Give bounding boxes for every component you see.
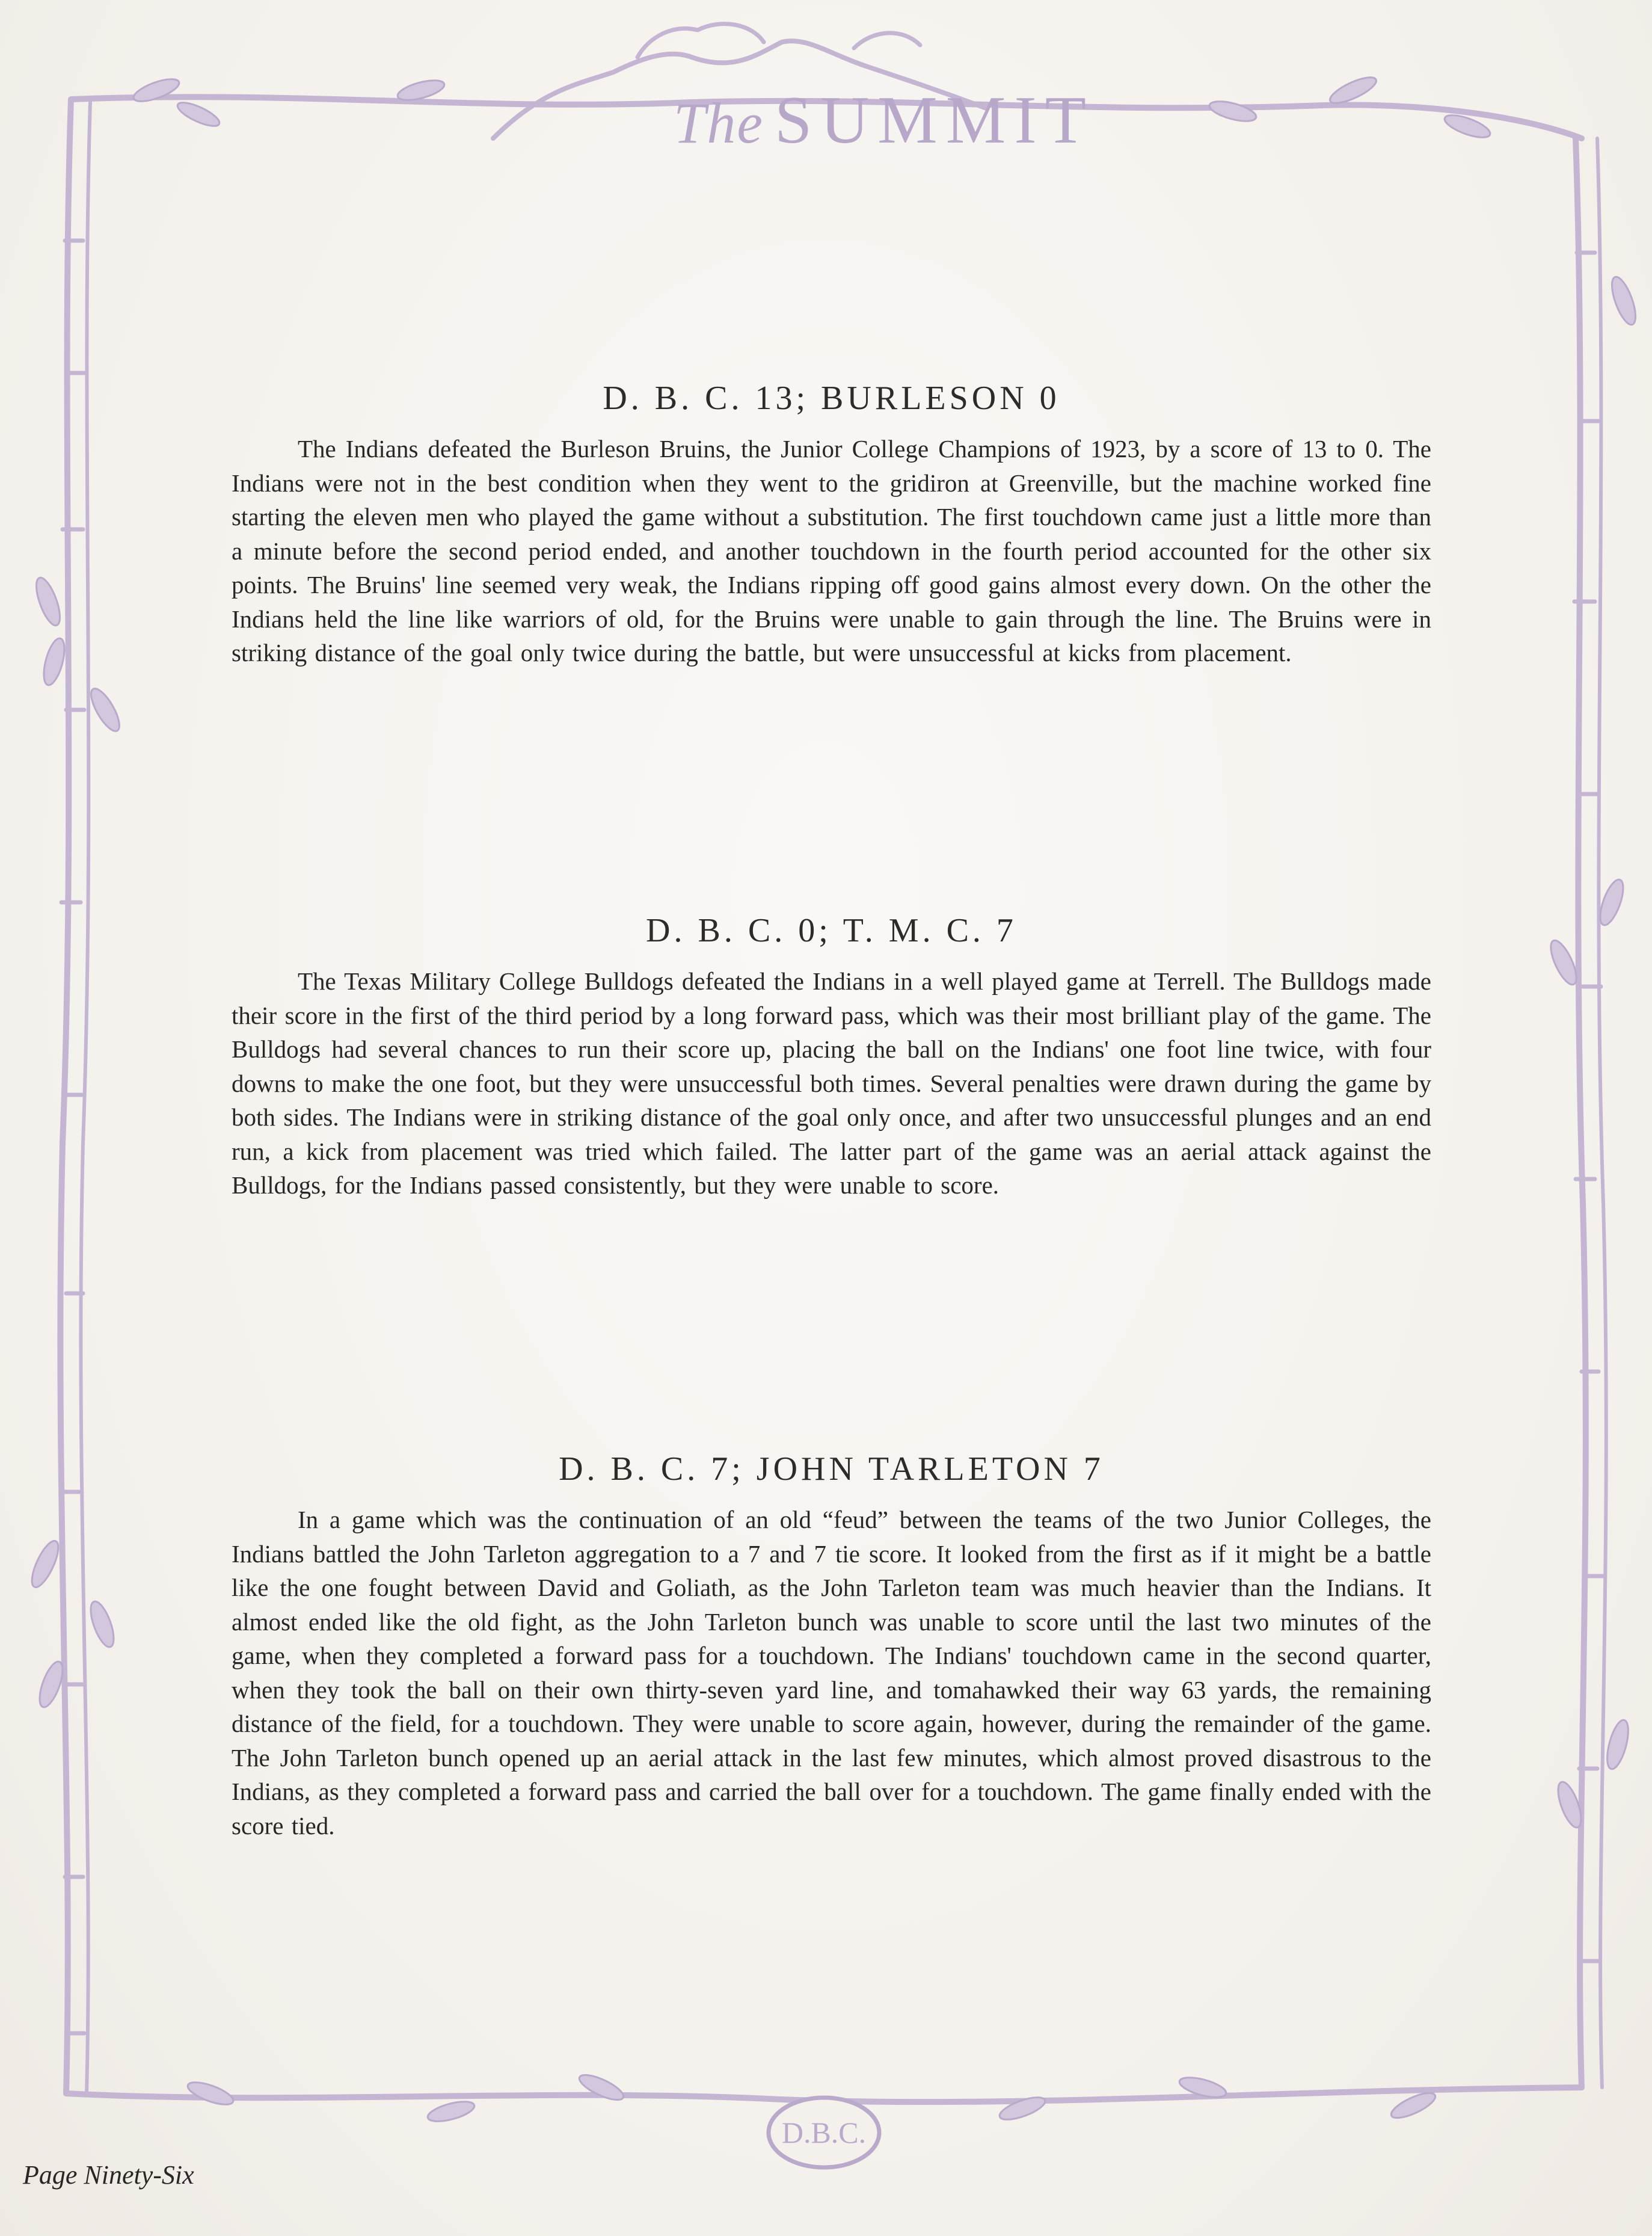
dbc-seal: [764, 2093, 884, 2172]
section-body: In a game which was the continuation of an old “feud” between the teams of the two Junior Colleges, the Indians battled the John Tarleton aggregation to a 7 and 7 tie score. It looked from the first as if it might be a battle like the one fought between David and Goliath, as the John Tarleton team was much heavier than the Indians. It almost ended like the old fight, as the John Tarleton bunch was unable to score until the last two minutes of the game, when they completed a forward pass for a touchdown. The Indians' touchdown came in the second quarter, when they took the ball on their own thirty-seven yard line, and tomahawked their way 63 yards, the remaining distance of the field, for a touchdown. They were unable to score again, however, during the remainder of the game. The John Tarleton bunch opened up an aerial attack in the last few minutes, which almost proved disastrous to the Indians, as they completed a forward pass and carried the ball over for a touchdown. The game finally ended with the score tied.: [232, 1506, 1431, 1840]
section-heading: D. B. C. 7; JOHN TARLETON 7: [559, 1450, 1104, 1488]
section-heading: D. B. C. 0; T. M. C. 7: [646, 912, 1017, 949]
page-number-label: Page Ninety-Six: [23, 2160, 194, 2190]
masthead-summit: SUMMIT: [774, 83, 1095, 158]
masthead-the: The: [673, 91, 764, 155]
section-body: The Texas Military College Bulldogs defeated the Indians in a well played game at Terrell. The Bulldogs made their score in the first of the third period by a long forward pass, which was their most brilliant play of the game. The Bulldogs had several chances to run their score up, placing the ball on the Indians' one foot line twice, with four downs to make the one foot, but they were unsuccessful both times. Several penalties were drawn during the game by both sides. The Indians were in striking distance of the goal only once, and after two unsuccessful plunges and an end run, a kick from placement was tried which failed. The latter part of the game was an aerial attack against the Bulldogs, for the Indians passed consistently, but they were unable to score.: [232, 967, 1431, 1199]
game-report-john-tarleton: [232, 1450, 1431, 1843]
seal-text: D.B.C.: [781, 2116, 867, 2149]
section-body: The Indians defeated the Burleson Bruins, the Junior College Champions of 1923, by a score of 13 to 0. The Indians were not in the best condition when they went to the gridiron at Greenville, but the machine worked fine starting the eleven men who played the game without a substitution. The first touchdown came just a little more than a minute before the second period ended, and another touchdown in the fourth period accounted for the other six points. The Bruins' line seemed very weak, the Indians ripping off good gains almost every down. On the other the Indians held the line like warriors of old, for the Bruins were unable to gain through the line. The Bruins were in striking distance of the goal only twice during the battle, but were unsuccessful at kicks from placement.: [232, 435, 1431, 667]
section-heading: D. B. C. 13; BURLESON 0: [603, 380, 1060, 417]
masthead-title: [565, 84, 1203, 156]
game-report-burleson: [232, 379, 1431, 670]
game-report-tmc: [232, 911, 1431, 1203]
